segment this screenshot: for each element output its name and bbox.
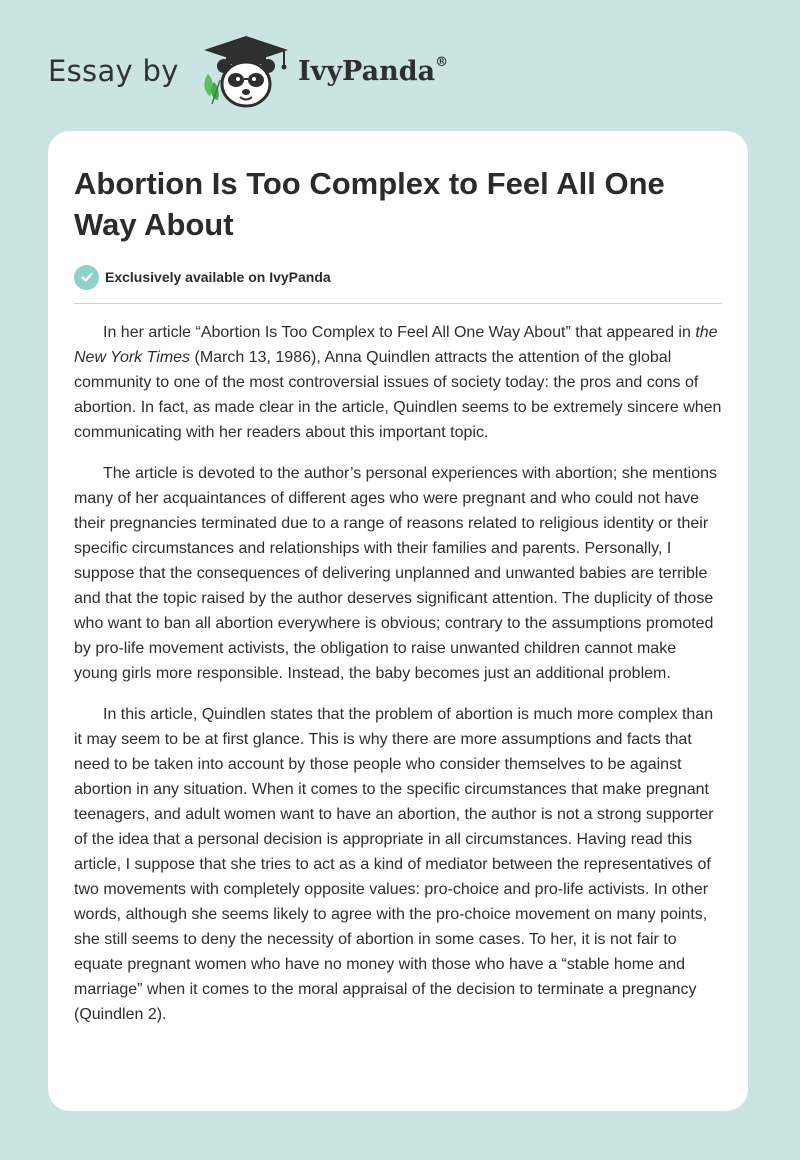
essay-title: Abortion Is Too Complex to Feel All One Way About <box>74 166 665 242</box>
brand-name[interactable]: IvyPanda® <box>298 55 449 87</box>
panda-logo-icon[interactable] <box>200 34 292 110</box>
essay-body <box>74 320 724 1043</box>
registered-mark: ® <box>435 55 449 70</box>
paragraph-1: In her article “Abortion Is Too Complex to Feel All One Way About” that appeared in the New York Times (March 13, 1986), Anna Quindlen attracts the attention of the global community to one of the most controversial issues of society today: the pros and cons of abortion. In fact, as made clear in the article, Quindlen seems to be extremely sincere when communicating with her readers about this important topic. <box>74 324 722 441</box>
essay-card <box>48 131 748 1111</box>
essay-by-label: Essay by <box>48 54 179 88</box>
badge-label: Exclusively available on IvyPanda <box>105 269 331 285</box>
publication-name: the New York Times <box>74 324 718 366</box>
site-header <box>48 34 508 110</box>
exclusive-badge <box>74 264 331 290</box>
paragraph-2: The article is devoted to the author’s personal experiences with abortion; she mentions many of her acquaintances of different ages who were pregnant and who could not have their pregnancies terminated due to a range of reasons related to religious identity or their specific circumstances and relationships with their families and parents. Personally, I suppose that the consequences of delivering unplanned and unwanted babies are terrible and that the topic raised by the author deserves significant attention. The duplicity of those who want to ban all abortion everywhere is obvious; contrary to the assumptions promoted by pro-life movement activists, the obligation to raise unwanted children cannot make young girls more responsible. Instead, the baby becomes just an additional problem. <box>74 465 717 682</box>
paragraph-3: In this article, Quindlen states that the problem of abortion is much more complex than it may seem to be at first glance. This is why there are more assumptions and facts that need to be taken into account by those people who consider themselves to be against abortion in any situation. When it comes to the specific circumstances that make pregnant teenagers, and adult women want to have an abortion, the author is not a strong supporter of the idea that a personal decision is appropriate in all circumstances. Having read this article, I suppose that she tries to act as a kind of mediator between the representatives of two movements with completely opposite values: pro-choice and pro-life activists. In other words, although she seems likely to agree with the pro-choice movement on many points, she still seems to deny the necessity of abortion in some cases. To her, it is not fair to equate pregnant women who have no money with those who have a “stable home and marriage” when it comes to the moral appraisal of the decision to terminate a pregnancy (Quindlen 2). <box>74 706 714 1023</box>
divider <box>74 303 722 304</box>
check-circle-icon <box>74 265 99 290</box>
